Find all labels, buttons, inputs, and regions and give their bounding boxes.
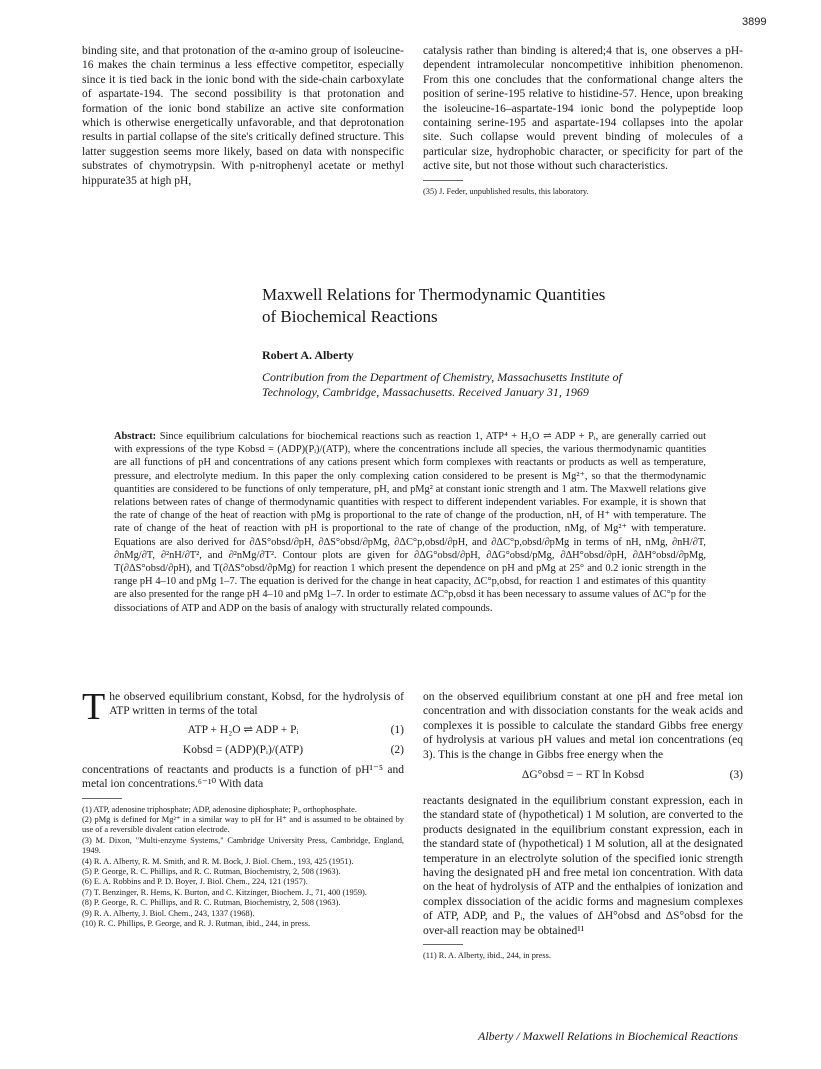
footnote-right: (11) R. A. Alberty, ibid., 244, in press. bbox=[423, 951, 552, 961]
footnote-rule-right bbox=[423, 944, 463, 945]
body-right-bottom: reactants designated in the equilibrium constant expression, each in the standard state of (hypothetical) 1 M solution, are converted to the products designated in the equilibrium constant expression, each in the standard state of (hypothetical) 1 M solution, all at the designated temperature in an electrolyte solution of the specified ionic strength having the designated pH and free metal ion concentration. With data on the heat of hydrolysis of ATP and the enthalpies of ionization and complex dissociation of the acidic forms and magnesium complexes of ATP, ADP, and Pᵢ, the values of ΔH°obsd and ΔS°obsd for the over-all reaction may be obtained¹¹ bbox=[423, 795, 743, 937]
abstract-label: Abstract: bbox=[114, 431, 157, 442]
footnote: (8) P. George, R. C. Phillips, and R. C. Rutman, Biochemistry, 2, 508 (1963). bbox=[82, 898, 341, 908]
author-name: Robert A. Alberty bbox=[262, 348, 354, 362]
abstract-text: Since equilibrium calculations for biochemical reactions such as reaction 1, ATP⁴ + H₂O ⇌ ADP + Pᵢ, are generally carried out with expressions of the type Kobsd = (ADP)(Pᵢ)/(ATP), where the concentrations include all species, the various thermodynamic quantities are all functions of pH and concentrations of any cations present which form complexes with reactants or products as well as temperature, pressure, and electrolyte medium. In this paper the only complexing cation considered to be present is Mg²⁺, so that the thermodynamic quantities are considered to be functions of only temperature, pH, and pMg² at constant ionic strength and 1 atm. The Maxwell relations give relations between rates of change of thermodynamic quantities with respect to different independent variables. For example, it is shown that the rate of change of the heat of reaction with pMg is proportional to the rate of change of the production, nH, of H⁺ with temperature. The rate of change of the heat of reaction with pH is proportional to the rate of change of the production, nMg, of Mg²⁺ with temperature. Equations are also derived for ∂ΔS°obsd/∂pH, ∂ΔS°obsd/∂pMg, ∂ΔC°p,obsd/∂pH, and ∂ΔC°p,obsd/∂pMg in terms of nH, nMg, ∂nH/∂T, ∂nMg/∂T, ∂²nH/∂T², and ∂²nMg/∂T². Contour plots are given for ∂ΔG°obsd/∂pH, ∂ΔG°obsd/pMg, ∂ΔH°obsd/∂pH, ∂ΔH°obsd/∂pMg, T(∂ΔS°obsd/∂pH), and T(∂ΔS°obsd/∂pMg) for reaction 1 which present the dependence on pH and pMg at 25° and 0.2 ionic strength in the range pH 4–10 and pMg 1–7. The equation is derived for the change in heat capacity, ΔC°p,obsd, for reaction 1 and estimates of this quantity are also presented for the range pH 4–10 and pMg 1–7. In order to estimate ΔC°p,obsd it has been necessary to assume values of ΔC°p for the dissociations of ATP and ADP on the basis of analogy with structurally related compounds. bbox=[114, 431, 706, 614]
footnote-rule-left bbox=[82, 798, 122, 799]
title-line-2: of Biochemical Reactions bbox=[262, 307, 438, 326]
footnote: (2) pMg is defined for Mg²⁺ in a similar way to pH for H⁺ and is assumed to be obtained by use of a reversible divalent cation electrode. bbox=[82, 815, 404, 835]
top-left-column bbox=[82, 44, 404, 188]
affiliation-line-1: Contribution from the Department of Chemistry, Massachusetts Institute of bbox=[262, 370, 622, 384]
body-right-top: on the observed equilibrium constant at one pH and free metal ion concentration and with dissociation constants for the weak acids and complexes it is possible to calculate the standard Gibbs free energy of hydrolysis at various pH values and metal ion concentrations (eq 3). This is the change in Gibbs free energy when the bbox=[423, 691, 743, 761]
affiliation-line-2: Technology, Cambridge, Massachusetts. Received January 31, 1969 bbox=[262, 385, 589, 400]
footnotes-left bbox=[82, 805, 404, 930]
footnote-rule bbox=[423, 180, 463, 181]
top-footnote: (35) J. Feder, unpublished results, this laboratory. bbox=[423, 186, 589, 196]
footnote: (6) E. A. Robbins and P. D. Boyer, J. Biol. Chem., 224, 121 (1957). bbox=[82, 877, 308, 887]
page-number: 3899 bbox=[742, 16, 767, 28]
footnote: (1) ATP, adenosine triphosphate; ADP, adenosine diphosphate; Pᵢ, orthophosphate. bbox=[82, 804, 357, 814]
abstract bbox=[114, 430, 706, 615]
body-left-after: concentrations of reactants and products is a function of pH¹⁻⁵ and metal ion concentrations.⁶⁻¹⁰ With data bbox=[82, 763, 404, 791]
footnote: (7) T. Benzinger, R. Hems, K. Burton, and C. Kitzinger, Biochem. J., 71, 400 (1959). bbox=[82, 887, 367, 897]
article-title bbox=[262, 284, 682, 328]
equation-1 bbox=[82, 723, 404, 743]
top-right-column bbox=[423, 44, 743, 197]
equation-2-body: Kobsd = (ADP)(Pᵢ)/(ATP) bbox=[182, 743, 304, 756]
top-right-paragraph: catalysis rather than binding is altered;4 that is, one observes a pH-dependent intramolecular noncompetitive inhibition phenomenon. From this one concludes that the conformational change alters the position of serine-195 relative to histidine-57. Hence, upon breaking the isoleucine-16–aspartate-194 ionic bond the polypeptide loop containing serine-195 and aspartate-194 collapses into the apolar site. Such collapse would prevent binding of molecules of a particular size, hydrophobic character, or specificity for part of the active site, but not those without such characteristics. bbox=[423, 45, 743, 173]
footnote: (4) R. A. Alberty, R. M. Smith, and R. M. Bock, J. Biol. Chem., 193, 425 (1951). bbox=[82, 856, 354, 866]
footnote: (3) M. Dixon, "Multi-enzyme Systems," Cambridge University Press, Cambridge, England, 1949. bbox=[82, 835, 404, 856]
affiliation bbox=[262, 370, 732, 400]
equation-2-number: (2) bbox=[390, 743, 404, 756]
footnote: (5) P. George, R. C. Phillips, and R. C. Rutman, Biochemistry, 2, 508 (1963). bbox=[82, 867, 341, 877]
equation-1-body: ATP + H₂O ⇌ ADP + Pᵢ bbox=[187, 723, 299, 736]
equation-3-number: (3) bbox=[729, 769, 743, 782]
equation-3 bbox=[423, 768, 743, 788]
equation-1-number: (1) bbox=[390, 723, 404, 736]
body-left-intro: he observed equilibrium constant, Kobsd, for the hydrolysis of ATP written in terms of the total bbox=[109, 691, 404, 718]
drop-cap: T bbox=[82, 686, 106, 728]
running-footer: Alberty / Maxwell Relations in Biochemical Reactions bbox=[478, 1029, 738, 1043]
equation-3-body: ΔG°obsd = − RT ln Kobsd bbox=[521, 769, 645, 782]
footnote: (9) R. A. Alberty, J. Biol. Chem., 243, 1337 (1968). bbox=[82, 908, 255, 918]
top-left-paragraph: binding site, and that protonation of the α-amino group of isoleucine-16 makes the chain terminus a less effective competitor, especially since it is tied back in the ionic bond with the side-chain carboxylate of aspartate-194. The second possibility is that protonation and formation of the ionic bond stabilize an active site conformation which is otherwise energetically unfavorable, and that deprotonation results in partial collapse of the site's critically defined structure. This latter suggestion seems more likely, based on data with nonspecific substrates of chymotrypsin. With p-nitrophenyl acetate or methyl hippurate35 at high pH, bbox=[82, 45, 404, 187]
body-left-column bbox=[82, 686, 404, 930]
equation-2 bbox=[82, 743, 404, 763]
body-right-column bbox=[423, 690, 743, 962]
title-line-1: Maxwell Relations for Thermodynamic Quantities bbox=[262, 285, 606, 304]
footnote: (10) R. C. Phillips, P. George, and R. J. Rutman, ibid., 244, in press. bbox=[82, 919, 311, 929]
